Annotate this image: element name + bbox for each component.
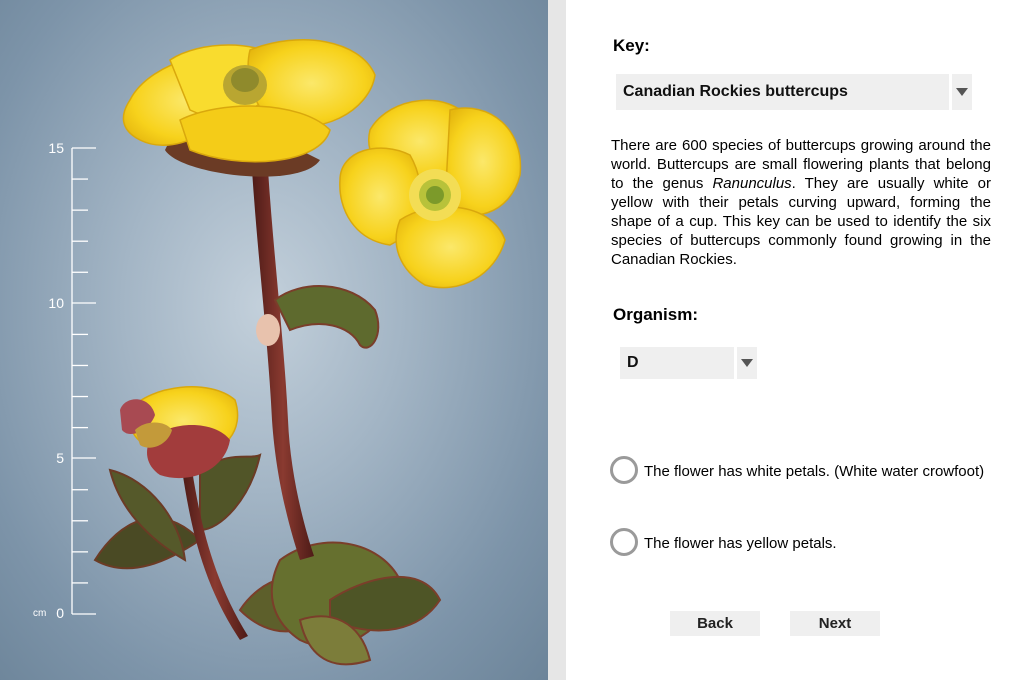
key-select[interactable] [616, 74, 972, 110]
chevron-down-icon[interactable] [952, 74, 972, 110]
ruler-label-0: 0 [56, 605, 64, 621]
back-button[interactable]: Back [670, 611, 760, 636]
ruler-label-15: 15 [48, 140, 64, 156]
ruler-unit: cm [33, 608, 47, 619]
radio-button[interactable] [610, 528, 638, 556]
next-button[interactable]: Next [790, 611, 880, 636]
organism-select-value: D [627, 354, 639, 371]
ruler-label-10: 10 [48, 295, 64, 311]
key-select-value: Canadian Rockies buttercups [623, 83, 848, 100]
description-text-2: . They are usually white or yellow with their petals curving upward, forming the shape of a cup. This key can be used to identify the six species of buttercups commonly found growing in the Canadian Rockies. [611, 175, 992, 268]
option-label: The flower has yellow petals. [644, 535, 837, 552]
stem-leaf [275, 286, 378, 348]
option-label: The flower has white petals. (White water crowfoot) [644, 463, 985, 480]
basal-leaves [95, 455, 440, 664]
genus-name: Ranunculus [712, 175, 792, 192]
description-text-1: There are 600 species of buttercups growing around the world. Buttercups are small flowering plants that belong to the genus [611, 137, 991, 192]
main-stem [252, 170, 314, 560]
option-white-petals[interactable] [610, 462, 990, 484]
key-heading: Key: [613, 36, 650, 55]
key-description [611, 136, 991, 269]
measurement-ruler [72, 148, 96, 614]
identification-key-panel [566, 0, 1024, 680]
right-flower [340, 100, 521, 287]
panel-divider [548, 0, 566, 680]
stem-node [256, 314, 280, 346]
ruler-label-5: 5 [56, 450, 64, 466]
organism-select[interactable] [620, 347, 757, 379]
chevron-down-icon[interactable] [737, 347, 757, 379]
top-flower [123, 40, 375, 177]
option-yellow-petals[interactable] [610, 534, 990, 556]
organism-heading: Organism: [613, 305, 699, 324]
radio-button[interactable] [610, 456, 638, 484]
